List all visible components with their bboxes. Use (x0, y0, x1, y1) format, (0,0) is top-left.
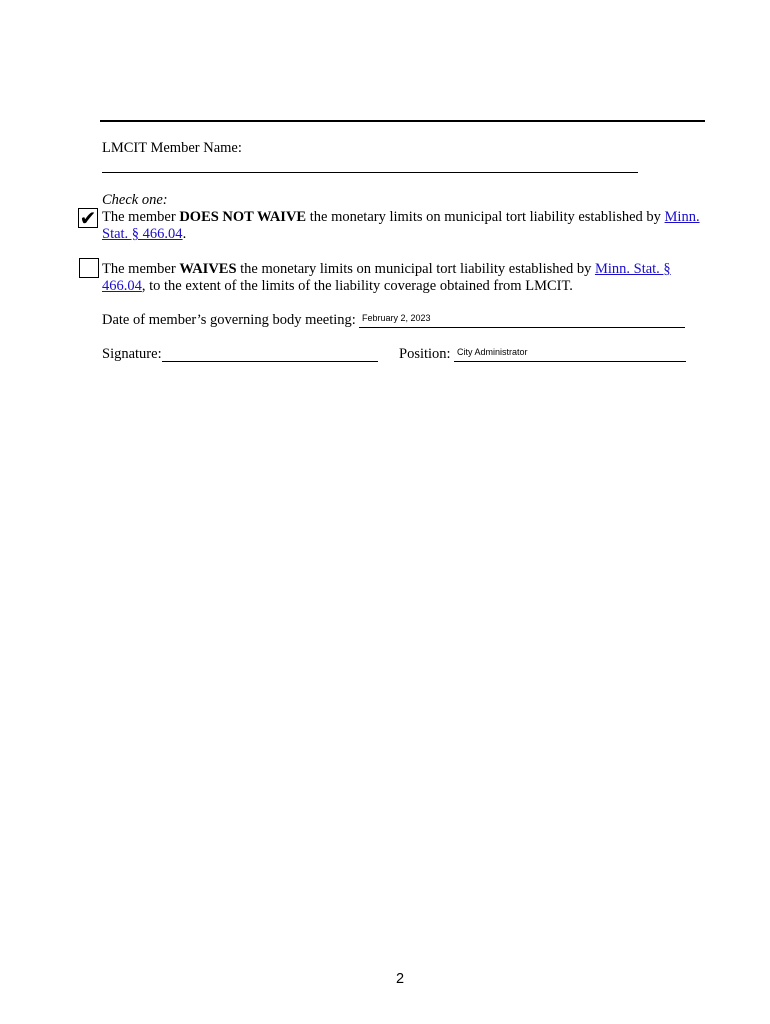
does-not-waive-option (102, 209, 706, 243)
member-name-label: LMCIT Member Name: (102, 140, 242, 156)
option-prefix: The member (102, 261, 180, 277)
meeting-date-value: February 2, 2023 (362, 313, 431, 323)
meeting-date-label: Date of member’s governing body meeting: (102, 312, 356, 328)
checkmark-icon: ✔ (79, 206, 97, 230)
top-rule (100, 120, 705, 122)
position-field[interactable] (454, 361, 686, 362)
signature-field[interactable] (162, 361, 378, 362)
page-number: 2 (395, 971, 405, 987)
meeting-date-field[interactable] (359, 327, 685, 328)
statute-link[interactable]: Minn. Stat. § 466.04 (102, 209, 700, 242)
option-text: the monetary limits on municipal tort liability established by (236, 261, 595, 277)
statute-link[interactable]: Minn. Stat. § 466.04 (102, 261, 671, 294)
check-one-label: Check one: (102, 192, 168, 208)
option-text: the monetary limits on municipal tort liability established by (306, 209, 665, 225)
option-emphasis: DOES NOT WAIVE (179, 209, 307, 225)
position-value: City Administrator (457, 347, 528, 357)
option-prefix: The member (102, 209, 180, 225)
does-not-waive-checkbox[interactable] (78, 208, 98, 228)
option-suffix: . (182, 226, 187, 242)
member-name-field[interactable] (102, 172, 638, 173)
waives-checkbox[interactable] (79, 258, 99, 278)
waives-option (102, 261, 706, 295)
position-label: Position: (399, 346, 451, 362)
option-suffix: , to the extent of the limits of the liability coverage obtained from LMCIT. (141, 278, 573, 294)
signature-label: Signature: (102, 346, 162, 362)
option-emphasis: WAIVES (179, 261, 237, 277)
